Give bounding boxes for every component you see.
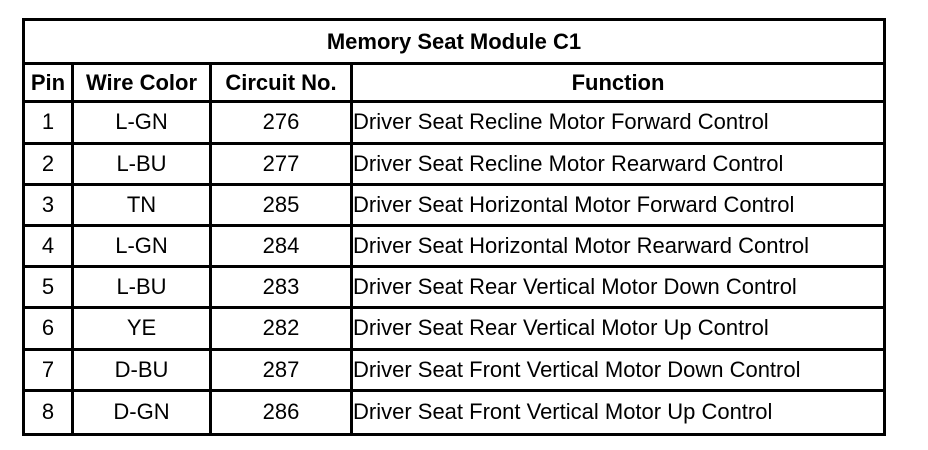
cell-wire-color: L-GN xyxy=(74,103,212,144)
cell-pin: 8 xyxy=(25,392,74,433)
cell-circuit-no: 283 xyxy=(212,268,353,309)
cell-wire-color: L-BU xyxy=(74,268,212,309)
table-row xyxy=(25,351,883,392)
cell-function: Driver Seat Front Vertical Motor Up Control xyxy=(353,399,773,425)
table-title: Memory Seat Module C1 xyxy=(25,21,883,65)
cell-circuit-no: 286 xyxy=(212,392,353,433)
table-body xyxy=(25,103,883,433)
cell-function: Driver Seat Recline Motor Rearward Control xyxy=(353,145,883,186)
cell-wire-color: L-GN xyxy=(74,227,212,268)
cell-pin: 2 xyxy=(25,145,74,186)
cell-circuit-no: 284 xyxy=(212,227,353,268)
cell-wire-color: YE xyxy=(74,309,212,350)
cell-wire-color: D-BU xyxy=(74,351,212,392)
cell-function: Driver Seat Horizontal Motor Forward Control xyxy=(353,186,883,227)
cell-circuit-no: 285 xyxy=(212,186,353,227)
table-row xyxy=(25,103,883,144)
cell-wire-color: L-BU xyxy=(74,145,212,186)
cell-function: Driver Seat Rear Vertical Motor Down Control xyxy=(353,268,883,309)
header-pin: Pin xyxy=(25,65,74,103)
cell-pin: 6 xyxy=(25,309,74,350)
cell-wire-color: TN xyxy=(74,186,212,227)
header-wire-color: Wire Color xyxy=(74,65,212,103)
table-title-row xyxy=(25,21,883,65)
connector-pinout-table xyxy=(25,21,883,433)
cell-pin: 3 xyxy=(25,186,74,227)
cell-pin: 1 xyxy=(25,103,74,144)
cell-circuit-no: 276 xyxy=(212,103,353,144)
cell-pin: 4 xyxy=(25,227,74,268)
cell-function: Driver Seat Horizontal Motor Rearward Control xyxy=(353,227,883,268)
cell-function: Driver Seat Rear Vertical Motor Up Control xyxy=(353,309,883,350)
table-row xyxy=(25,392,883,433)
table-row xyxy=(25,309,883,350)
cell-circuit-no: 287 xyxy=(212,351,353,392)
cell-pin: 5 xyxy=(25,268,74,309)
cell-wire-color: D-GN xyxy=(74,392,212,433)
header-circuit-no: Circuit No. xyxy=(212,65,353,103)
connector-table-frame xyxy=(22,18,886,436)
table-row xyxy=(25,145,883,186)
cell-pin: 7 xyxy=(25,351,74,392)
cell-circuit-no: 277 xyxy=(212,145,353,186)
table-row xyxy=(25,186,883,227)
cell-function: Driver Seat Recline Motor Forward Control xyxy=(353,103,883,144)
header-row xyxy=(25,65,883,103)
table-row xyxy=(25,268,883,309)
cell-function: Driver Seat Front Vertical Motor Down Control xyxy=(353,351,883,392)
cell-circuit-no: 282 xyxy=(212,309,353,350)
header-function: Function xyxy=(353,65,883,103)
table-row xyxy=(25,227,883,268)
